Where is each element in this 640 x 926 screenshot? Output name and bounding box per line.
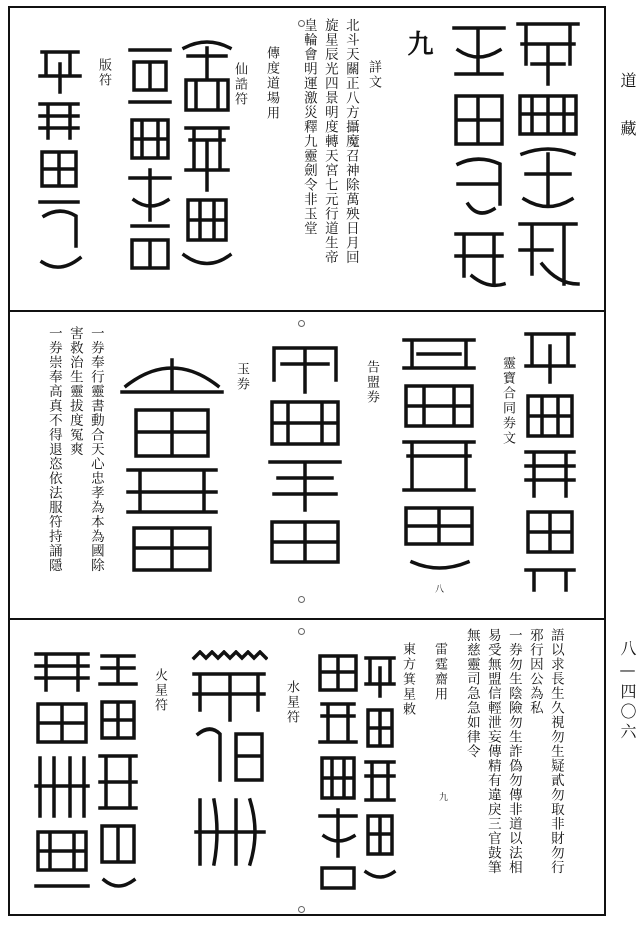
transmission-label: 傳度道場用: [264, 46, 279, 121]
text-column: 一券崇奉高真不得退恣依法服符持誦隱: [45, 326, 62, 573]
binding-hole: [298, 596, 305, 603]
fire-star-label: 火星符: [152, 668, 167, 713]
text-column: 一券奉行靈書動合天心忠孝為本為國除: [87, 326, 104, 573]
text-column: 一券勿生陰險勿生詐偽勿傳非道以法相: [505, 628, 522, 875]
oath-talisman: [264, 340, 346, 570]
page-number: 八—四〇六: [618, 640, 637, 743]
oath-label: 告盟券: [364, 360, 379, 405]
fire-star-talisman: [96, 648, 140, 894]
text-column: 語以求長生久視勿生疑貳勿取非財勿行: [547, 628, 564, 875]
binding-hole: [298, 320, 305, 327]
explanation-label: 詳文: [366, 60, 381, 90]
immortal-talisman: [124, 40, 176, 276]
binding-hole: [298, 906, 305, 913]
text-column: 邪行因公為私: [526, 628, 543, 715]
footnote-mark: 九: [437, 792, 447, 801]
text-column: 無慈靈司急急如律令: [463, 628, 480, 759]
seal-talisman-column: [512, 14, 584, 296]
section1-heading-glyph: 九: [403, 30, 433, 56]
text-column: 北斗天關正八方攝魔召神除萬殃日月回: [342, 18, 359, 265]
text-column: 皇輪會明運激災釋九靈劍令非玉堂: [300, 18, 317, 236]
oath-talisman: [398, 330, 480, 576]
fire-star-talisman: [30, 646, 94, 896]
binding-hole: [298, 628, 305, 635]
seal-talisman-column: [448, 14, 510, 296]
jade-label: 玉券: [234, 362, 249, 392]
immortal-label: 仙誥符: [232, 62, 247, 107]
water-star-label: 水星符: [284, 680, 299, 725]
contract-talisman: [520, 326, 580, 596]
board-label: 版符: [96, 58, 111, 88]
east-star-talisman: [362, 650, 398, 886]
board-talisman: [34, 46, 84, 270]
section-divider-upper: [8, 310, 606, 312]
text-column: 旋星辰光四景明度轉天宮七元行道生帝: [321, 18, 338, 265]
jade-talisman: [118, 352, 226, 578]
text-column: 害救治生靈拔度冤爽: [66, 326, 83, 457]
east-star-talisman: [316, 650, 360, 894]
collection-title: 道 藏: [618, 72, 637, 144]
contract-title: 靈寶合同券文: [500, 356, 515, 446]
immortal-talisman: [180, 40, 234, 276]
section-divider-lower: [8, 618, 606, 620]
text-column: 易受無盟信輕泄妄傳精有違戾三官鼓筆: [484, 628, 501, 875]
thunder-label: 雷霆齋用: [432, 642, 447, 702]
east-star-label: 東方箕星敕: [400, 642, 415, 717]
footnote-mark: 八: [433, 584, 443, 593]
water-star-talisman: [190, 650, 268, 872]
